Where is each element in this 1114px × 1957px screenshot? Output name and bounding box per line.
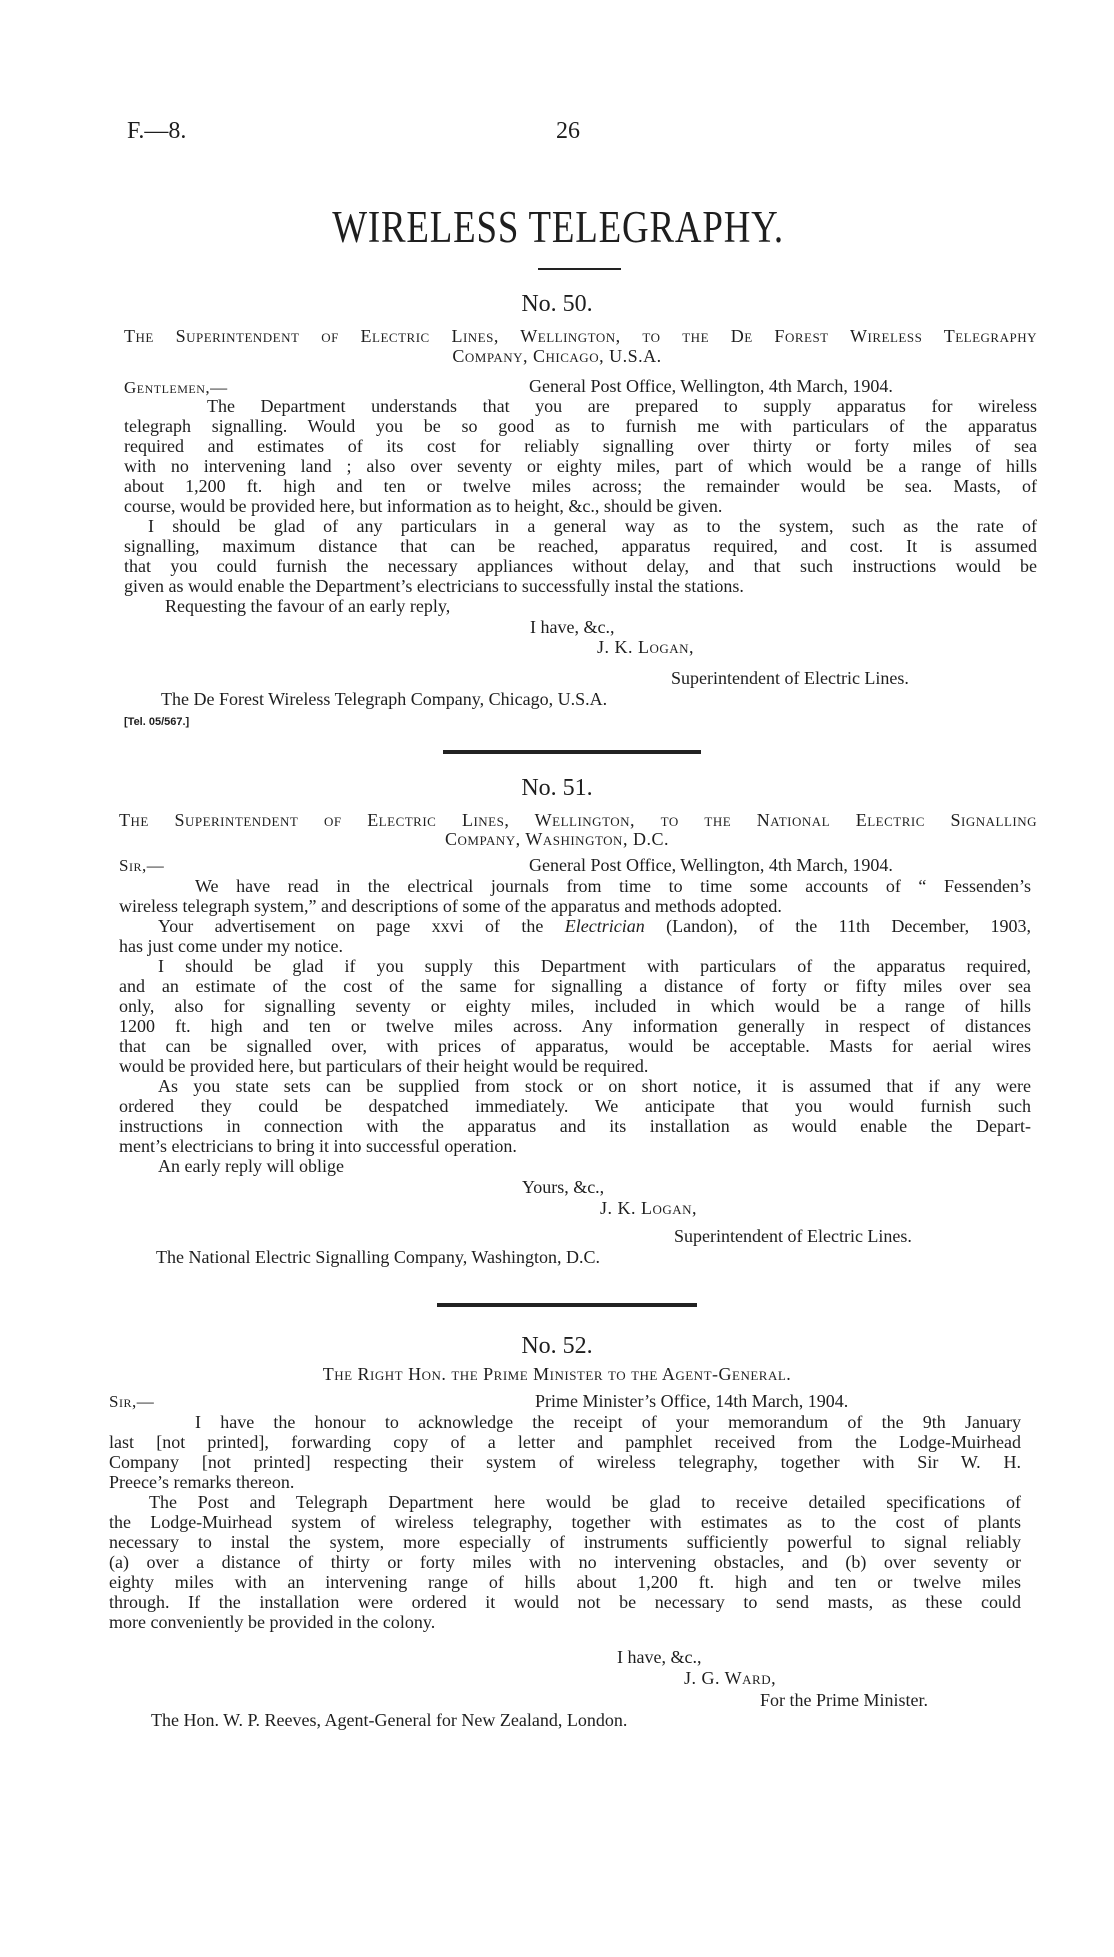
letter-body: The Department understands that you are prepared to supply apparatus for wireless telegraph signalling. Would you be so good as to furnish me with particulars of the apparatus required and estimates of its cost for reliably signalling over thirty or forty miles of sea with no intervening land ; also over seventy or eighty miles, part of which would be a range of hills about 1,200 ft. high and ten or twelve miles across; the remainder would be sea. Masts, of course, would be provided here, but information as to height, &c., should be given. I should be glad of any particulars in a general way as to the system, such as the rate of signalling, maximum distance that can be reached, apparatus required, and cost. It is assumed that you could furnish the necessary appliances without delay, and that such instructions would be given as would enable the Department’s electricians to successfully instal the stations. Requesting the favour of an early reply, <box>124 396 1037 616</box>
dateline: Prime Minister’s Office, 14th March, 1904. <box>535 1391 849 1411</box>
report-code: F.—8. <box>127 118 187 144</box>
signatory: J. G. Ward, <box>684 1668 777 1688</box>
section-rule <box>443 750 701 754</box>
letter-heading-line: Company, Chicago, U.S.A. <box>452 346 662 366</box>
signatory-title: For the Prime Minister. <box>760 1690 928 1710</box>
letter-number: No. 51. <box>521 775 593 801</box>
letter-number: No. 50. <box>521 291 593 317</box>
signatory-title: Superintendent of Electric Lines. <box>671 668 909 688</box>
addressee: The De Forest Wireless Telegraph Company, Chicago, U.S.A. <box>161 689 608 709</box>
title-rule <box>538 268 621 270</box>
file-reference: [Tel. 05/567.] <box>124 716 190 728</box>
dateline: General Post Office, Wellington, 4th March, 1904. <box>529 855 893 875</box>
salutation: Sir,— <box>109 1392 155 1411</box>
letter-heading-line: The Right Hon. the Prime Minister to the Agent-General. <box>322 1364 792 1384</box>
signatory-title: Superintendent of Electric Lines. <box>674 1226 912 1246</box>
letter-body: We have read in the electrical journals from time to time some accounts of “ Fessenden’s wireless telegraph system,” and descriptions of some of the apparatus and methods adopted. Your advertisement on page xxvi of the Electrician (Landon), of the 11th December, 1903, has just come under my notice. I should be glad if you supply this Department with particulars of the apparatus required, and an estimate of the cost of the same for signalling a distance of forty or fifty miles over sea only, also for signalling seventy or eighty miles, included in which would be a range of hills 1200 ft. high and ten or twelve miles across. Any information generally in respect of distances that can be signalled over, with prices of apparatus, would be acceptable. Masts for aerial wires would be provided here, but particulars of their height would be required. As you state sets can be supplied from stock or on short notice, it is assumed that if any were ordered they could be despatched immediately. We anticipate that you would furnish such instructions in connection with the apparatus and its installation as would enable the Depart- ment’s electricians to bring it into successful operation. An early reply will oblige <box>119 876 1031 1176</box>
letter-number: No. 52. <box>521 1333 593 1359</box>
addressee: The National Electric Signalling Company, Washington, D.C. <box>156 1247 600 1267</box>
closing: I have, &c., <box>617 1647 702 1667</box>
page-title: WIRELESS TELEGRAPHY. <box>332 202 784 252</box>
page-number: 26 <box>556 118 580 144</box>
signatory: J. K. Logan, <box>600 1198 698 1218</box>
addressee: The Hon. W. P. Reeves, Agent-General for New Zealand, London. <box>151 1710 628 1730</box>
section-rule <box>437 1303 697 1307</box>
closing: I have, &c., <box>530 617 615 637</box>
advertisement-line: Your advertisement on page xxvi of the Electrician (Landon), of the 11th December, 1903, <box>158 916 1031 936</box>
dateline: General Post Office, Wellington, 4th March, 1904. <box>529 376 893 396</box>
signatory: J. K. Logan, <box>597 637 695 657</box>
closing: Yours, &c., <box>522 1177 605 1197</box>
journal-name: Electrician <box>564 916 645 936</box>
letter-heading-line: The Superintendent of Electric Lines, Wellington, to the National Electric Signalling <box>119 810 1037 830</box>
salutation: Gentlemen,— <box>124 378 228 397</box>
letter-heading-line: The Superintendent of Electric Lines, Wellington, to the De Forest Wireless Telegraphy <box>124 326 1037 346</box>
letter-heading-line: Company, Washington, D.C. <box>445 829 669 849</box>
letter-body: I have the honour to acknowledge the receipt of your memorandum of the 9th January last [not printed], forwarding copy of a letter and pamphlet received from the Lodge-Muirhead Company [not printed] respecting their system of wireless telegraphy, together with Sir W. H. Preece’s remarks thereon. The Post and Telegraph Department here would be glad to receive detailed specifications of the Lodge-Muirhead system of wireless telegraphy, together with estimates as to the cost of plants necessary to instal the system, more especially of instruments sufficiently powerful to signal reliably (a) over a distance of thirty or forty miles with no intervening obstacles, and (b) over seventy or eighty miles with an intervening range of hills about 1,200 ft. high and ten or twelve miles through. If the installation were ordered it would not be necessary to send masts, as these could more conveniently be provided in the colony. <box>109 1412 1021 1632</box>
salutation: Sir,— <box>119 856 165 875</box>
